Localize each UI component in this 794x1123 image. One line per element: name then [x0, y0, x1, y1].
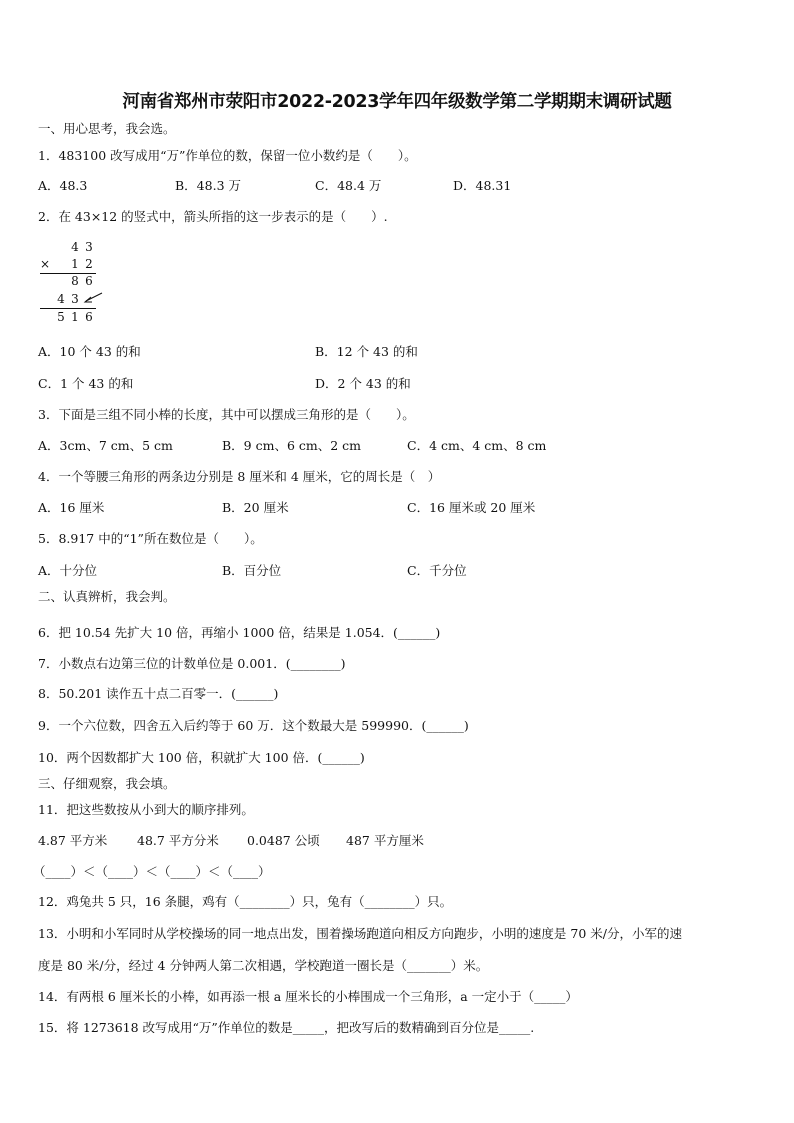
- question-3: 3．下面是三组不同小棒的长度，其中可以摆成三角形的是（ ）。: [38, 407, 415, 422]
- arrow-icon: [82, 291, 104, 305]
- question-13-line-2: 度是 80 米/分，经过 4 分钟两人第二次相遇，学校跑道一圈长是（_______）米。: [38, 958, 489, 973]
- q2-option-a: A．10 个 43 的和: [38, 344, 141, 359]
- q2-option-b: B．12 个 43 的和: [315, 344, 418, 359]
- q5-option-c: C．千分位: [407, 563, 467, 578]
- question-8: 8．50.201 读作五十点二百零一．(______): [38, 686, 279, 701]
- q11-item: 48.7 平方分米: [137, 833, 219, 848]
- q11-item: 4.87 平方米: [38, 833, 108, 848]
- q1-option-a: A．48.3: [38, 178, 88, 193]
- q5-option-a: A．十分位: [38, 563, 98, 578]
- question-5: 5．8.917 中的“1”所在数位是（ ）。: [38, 531, 263, 546]
- digit: 3: [71, 292, 79, 306]
- page-title: 河南省郑州市荥阳市2022-2023学年四年级数学第二学期期末调研试题: [122, 92, 672, 112]
- q11-item: 487 平方厘米: [346, 833, 424, 848]
- q3-option-a: A．3cm、7 cm、5 cm: [38, 438, 173, 453]
- question-2: 2．在 43×12 的竖式中，箭头所指的这一步表示的是（ ）.: [38, 209, 388, 224]
- q1-option-c: C．48.4 万: [315, 178, 382, 193]
- q1-option-b: B．48.3 万: [175, 178, 241, 193]
- q11-item: 0.0487 公顷: [247, 833, 320, 848]
- question-7: 7．小数点右边第三位的计数单位是 0.001．(________): [38, 656, 346, 671]
- vertical-multiplication: [38, 240, 108, 328]
- question-12: 12．鸡兔共 5 只，16 条腿，鸡有（________）只，兔有（________）只。: [38, 894, 453, 909]
- digit: 4: [57, 292, 65, 306]
- section-heading-choice: 一、用心思考，我会选。: [38, 121, 176, 136]
- question-15: 15．将 1273618 改写成用“万”作单位的数是_____，把改写后的数精确到百分位是_____.: [38, 1020, 535, 1035]
- q3-option-c: C．4 cm、4 cm、8 cm: [407, 438, 547, 453]
- digit: 5: [57, 310, 65, 324]
- multiply-sign: ×: [39, 257, 51, 271]
- digit: 1: [71, 310, 79, 324]
- question-14: 14．有两根 6 厘米长的小棒，如再添一根 a 厘米长的小棒围成一个三角形，a 一定小于（_____）: [38, 989, 578, 1004]
- question-1: 1．483100 改写成用“万”作单位的数，保留一位小数约是（ ）。: [38, 148, 417, 163]
- q2-option-c: C．1 个 43 的和: [38, 376, 134, 391]
- section-heading-fill: 三、仔细观察，我会填。: [38, 776, 176, 791]
- q11-order-blanks: （____）＜（____）＜（____）＜（____）: [33, 864, 271, 879]
- q4-option-b: B．20 厘米: [222, 500, 289, 515]
- digit: 2: [85, 257, 93, 271]
- question-6: 6．把 10.54 先扩大 10 倍，再缩小 1000 倍，结果是 1.054．(______): [38, 625, 441, 640]
- q2-option-d: D．2 个 43 的和: [315, 376, 411, 391]
- question-11: 11．把这些数按从小到大的顺序排列。: [38, 802, 254, 817]
- question-13-line-1: 13．小明和小军同时从学校操场的同一地点出发，围着操场跑道向相反方向跑步，小明的速度是 70 米/分，小军的速: [38, 926, 682, 941]
- digit: 1: [71, 257, 79, 271]
- q5-option-b: B．百分位: [222, 563, 282, 578]
- digit: 4: [71, 240, 79, 254]
- q4-option-a: A．16 厘米: [38, 500, 105, 515]
- q1-option-d: D．48.31: [453, 178, 512, 193]
- digit: 8: [71, 274, 79, 288]
- digit: 6: [85, 310, 93, 324]
- digit: 3: [85, 240, 93, 254]
- digit: 6: [85, 274, 93, 288]
- question-10: 10．两个因数都扩大 100 倍，积就扩大 100 倍．(______): [38, 750, 365, 765]
- q4-option-c: C．16 厘米或 20 厘米: [407, 500, 536, 515]
- section-heading-judge: 二、认真辨析，我会判。: [38, 589, 176, 604]
- q3-option-b: B．9 cm、6 cm、2 cm: [222, 438, 362, 453]
- rule-line: [40, 308, 96, 309]
- question-9: 9．一个六位数，四舍五入后约等于 60 万．这个数最大是 599990．(______): [38, 718, 469, 733]
- question-4: 4．一个等腰三角形的两条边分别是 8 厘米和 4 厘米，它的周长是（ ）: [38, 469, 441, 484]
